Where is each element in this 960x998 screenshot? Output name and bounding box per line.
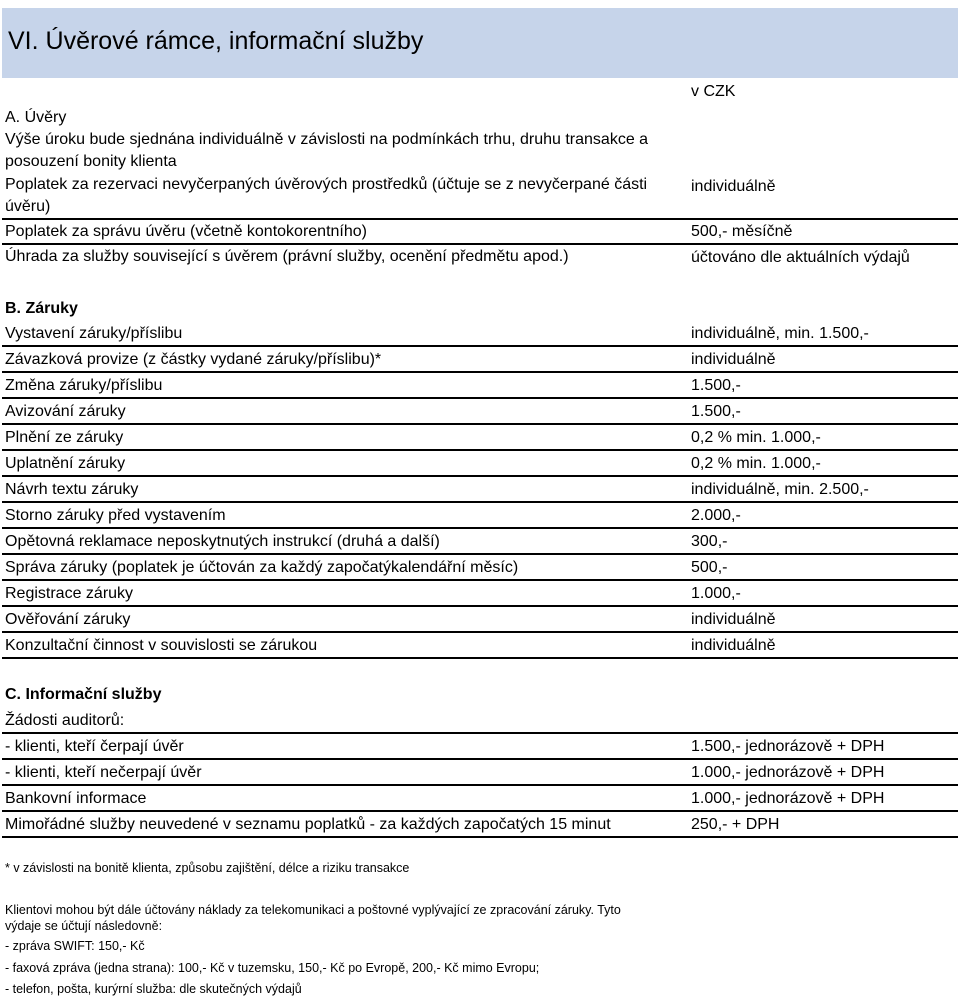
guarantee-row-value: 1.500,- (691, 403, 741, 420)
notes-paragraph-line1: Klientovi mohou být dále účtovány náklady za telekomunikaci a poštovné vyplývající ze zpracování záruky. Tyto (5, 903, 621, 917)
row-divider (2, 397, 958, 399)
guarantee-row-label: Registrace záruky (5, 585, 134, 602)
row-divider (2, 605, 958, 607)
section-heading-guarantees: B. Záruky (5, 300, 78, 317)
info-row-value: 1.000,- jednorázově + DPH (691, 764, 885, 781)
loan-row-label-cont: úvěru) (5, 198, 51, 215)
guarantee-row-value: 1.500,- (691, 377, 741, 394)
guarantee-row-value: 300,- (691, 533, 728, 550)
row-divider (2, 449, 958, 451)
loan-row-label: Úhrada za služby související s úvěrem (právní služby, ocenění předmětu apod.) (5, 248, 569, 265)
info-row-label: - klienti, kteří nečerpají úvěr (5, 764, 202, 781)
currency-note: v CZK (691, 83, 736, 100)
info-row-label: Bankovní informace (5, 790, 147, 807)
row-divider (2, 810, 958, 812)
guarantee-row-value: individuálně (691, 611, 776, 628)
row-divider (2, 553, 958, 555)
loans-intro-line2: posouzení bonity klienta (5, 153, 177, 170)
page-title: VI. Úvěrové rámce, informační služby (8, 27, 424, 55)
info-row-label: Mimořádné služby neuvedené v seznamu poplatků - za každých započatých 15 minut (5, 816, 611, 833)
guarantee-row-label: Správa záruky (poplatek je účtován za každý započatýkalendářní měsíc) (5, 559, 519, 576)
row-divider (2, 423, 958, 425)
row-divider (2, 527, 958, 529)
section-heading-info: C. Informační služby (5, 686, 162, 703)
guarantee-row-value: 0,2 % min. 1.000,- (691, 429, 821, 446)
guarantee-row-value: individuálně (691, 351, 776, 368)
loan-row-value: účtováno dle aktuálních výdajů (691, 249, 910, 266)
guarantee-row-value: individuálně (691, 637, 776, 654)
notes-paragraph-line2: výdaje se účtují následovně: (5, 919, 163, 933)
guarantee-row-label: Storno záruky před vystavením (5, 507, 226, 524)
section-heading-loans: A. Úvěry (5, 109, 67, 126)
guarantee-row-label: Avizování záruky (5, 403, 126, 420)
guarantee-row-value: 0,2 % min. 1.000,- (691, 455, 821, 472)
notes-list-item: - zpráva SWIFT: 150,- Kč (5, 939, 145, 953)
guarantee-row-label: Návrh textu záruky (5, 481, 139, 498)
row-divider (2, 345, 958, 347)
guarantee-row-label: Opětovná reklamace neposkytnutých instrukcí (druhá a další) (5, 533, 440, 550)
row-divider (2, 243, 958, 245)
footnote: * v závislosti na bonitě klienta, způsobu zajištění, délce a riziku transakce (5, 861, 410, 875)
guarantee-row-label: Uplatnění záruky (5, 455, 126, 472)
info-row-label: - klienti, kteří čerpají úvěr (5, 738, 184, 755)
guarantee-row-value: 1.000,- (691, 585, 741, 602)
guarantee-row-label: Závazková provize (z částky vydané záruky/příslibu)* (5, 351, 382, 368)
row-divider (2, 475, 958, 477)
guarantee-row-value: individuálně, min. 2.500,- (691, 481, 869, 498)
info-row-value: 1.000,- jednorázově + DPH (691, 790, 885, 807)
info-subheading: Žádosti auditorů: (5, 712, 125, 729)
guarantee-row-value: 500,- (691, 559, 728, 576)
info-row-value: 1.500,- jednorázově + DPH (691, 738, 885, 755)
row-divider (2, 501, 958, 503)
row-divider (2, 836, 958, 838)
row-divider (2, 657, 958, 659)
loan-row-value: individuálně (691, 178, 776, 195)
guarantee-row-value: individuálně, min. 1.500,- (691, 325, 869, 342)
row-divider (2, 218, 958, 220)
row-divider (2, 784, 958, 786)
guarantee-row-label: Ověřování záruky (5, 611, 131, 628)
row-divider (2, 732, 958, 734)
row-divider (2, 371, 958, 373)
guarantee-row-label: Změna záruky/příslibu (5, 377, 163, 394)
row-divider (2, 758, 958, 760)
guarantee-row-label: Konzultační činnost v souvislosti se zárukou (5, 637, 318, 654)
guarantee-row-label: Vystavení záruky/příslibu (5, 325, 183, 342)
loans-intro-line1: Výše úroku bude sjednána individuálně v závislosti na podmínkách trhu, druhu transakce a (5, 131, 649, 148)
loan-row-label: Poplatek za rezervaci nevyčerpaných úvěrových prostředků (účtuje se z nevyčerpané části (5, 176, 648, 193)
info-row-value: 250,- + DPH (691, 816, 780, 833)
loan-row-label: Poplatek za správu úvěru (včetně kontokorentního) (5, 223, 367, 240)
guarantee-row-value: 2.000,- (691, 507, 741, 524)
notes-list-item: - telefon, pošta, kurýrní služba: dle skutečných výdajů (5, 982, 302, 996)
guarantee-row-label: Plnění ze záruky (5, 429, 124, 446)
notes-list-item: - faxová zpráva (jedna strana): 100,- Kč v tuzemsku, 150,- Kč po Evropě, 200,- Kč mimo Evropu; (5, 961, 540, 975)
row-divider (2, 631, 958, 633)
loan-row-value: 500,- měsíčně (691, 223, 793, 240)
row-divider (2, 579, 958, 581)
